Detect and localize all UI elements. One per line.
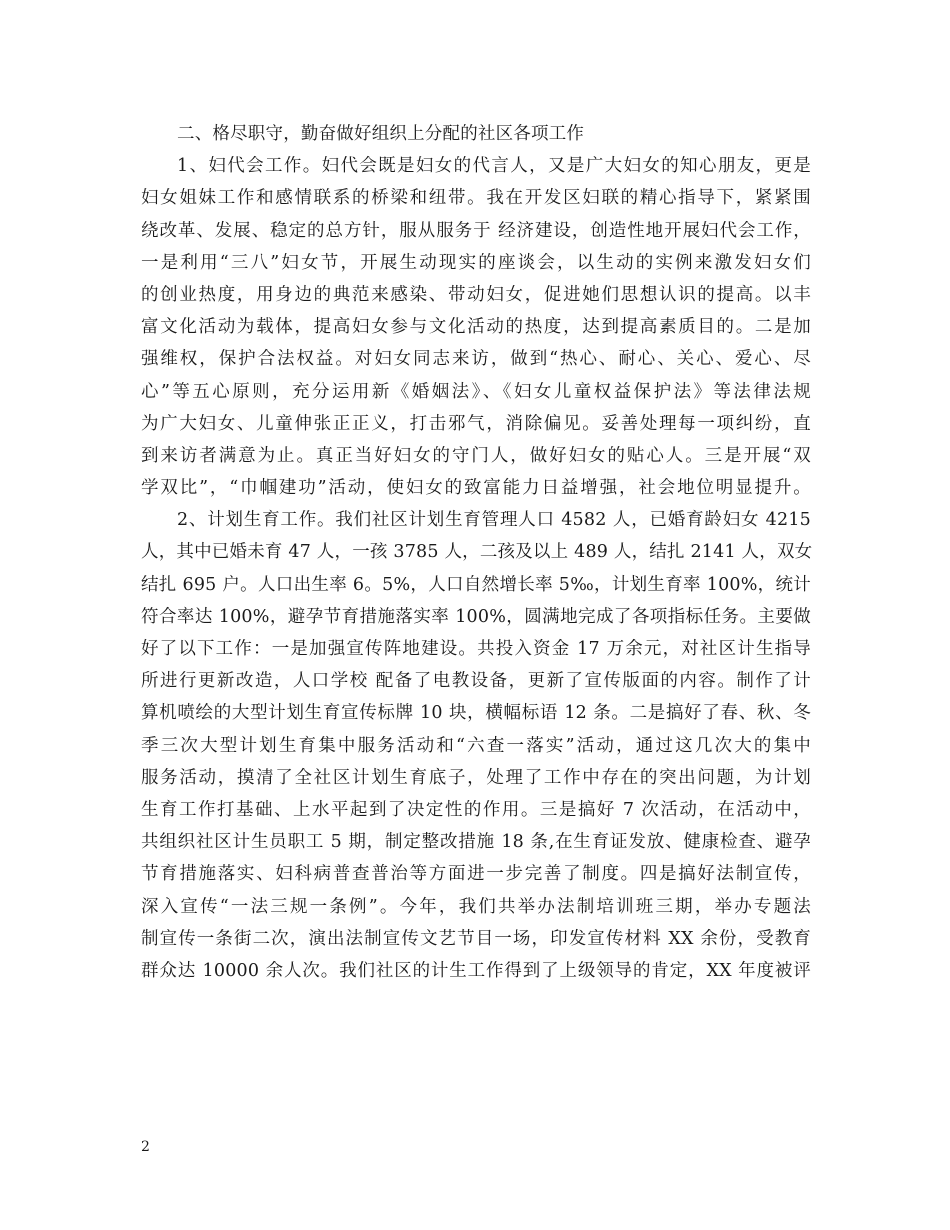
paragraph-line: 所进行更新改造，人口学校 配备了电教设备，更新了宣传版面的内容。制作了计 <box>141 671 811 692</box>
paragraph-line: 为广大妇女、儿童伸张正正义，打击邪气，消除偏见。妥善处理每一项纠纷，直 <box>141 413 811 434</box>
paragraph-line: 深入宣传“一法三规一条例”。今年，我们共举办法制培训班三期，举办专题法 <box>141 896 811 917</box>
page-number: 2 <box>141 1139 150 1155</box>
paragraph-line: 符合率达 100%，避孕节育措施落实率 100%，圆满地完成了各项指标任务。主要做 <box>141 606 811 627</box>
paragraph-line: 到来访者满意为止。真正当好妇女的守门人，做好妇女的贴心人。三是开展“双 <box>141 445 811 466</box>
paragraph-womens-congress <box>141 150 811 504</box>
paragraph-line: 共组织社区计生员职工 5 期，制定整改措施 18 条,在生育证发放、健康检查、避孕 <box>141 832 811 853</box>
paragraph-line: 学双比”，“巾帼建功”活动，使妇女的致富能力日益增强，社会地位明显提升。 <box>141 478 811 499</box>
paragraph-line: 结扎 695 户。人口出生率 6。5%，人口自然增长率 5‰，计划生育率 100%，统计 <box>141 574 811 595</box>
paragraph-line: 一是利用“三八”妇女节，开展生动现实的座谈会，以生动的实例来激发妇女们 <box>141 252 811 273</box>
paragraph-line: 算机喷绘的大型计划生育宣传标牌 10 块，横幅标语 12 条。二是搞好了春、秋、冬 <box>141 703 811 724</box>
paragraph-line: 妇女姐妹工作和感情联系的桥梁和纽带。我在开发区妇联的精心指导下，紧紧围 <box>141 188 811 209</box>
paragraph-line: 好了以下工作：一是加强宣传阵地建设。共投入资金 17 万余元，对社区计生指导 <box>141 639 811 659</box>
paragraph-line: 心”等五心原则，充分运用新《婚姻法》、《妇女儿童权益保护法》等法律法规 <box>141 381 811 402</box>
paragraph-line: 强维权，保护合法权益。对妇女同志来访，做到“热心、耐心、关心、爱心、尽 <box>141 349 811 370</box>
paragraph-line: 人，其中已婚未育 47 人，一孩 3785 人，二孩及以上 489 人，结扎 2141 人，双女 <box>141 542 813 563</box>
paragraph-line: 群众达 10000 余人次。我们社区的计生工作得到了上级领导的肯定，XX 年度被评 <box>141 960 811 981</box>
paragraph-line: 服务活动，摸清了全社区计划生育底子，处理了工作中存在的突出问题，为计划 <box>141 767 811 788</box>
paragraph-line: 2、计划生育工作。我们社区计划生育管理人口 4582 人，已婚育龄妇女 4215 <box>177 510 811 531</box>
paragraph-line: 节育措施落实、妇科病普查普治等方面进一步完善了制度。四是搞好法制宣传， <box>141 864 811 885</box>
paragraph-family-planning <box>141 504 811 987</box>
paragraph-line: 制宣传一条街二次，演出法制宣传文艺节目一场，印发宣传材料 XX 余份，受教育 <box>141 928 811 949</box>
paragraph-line: 富文化活动为载体，提高妇女参与文化活动的热度，达到提高素质目的。二是加 <box>141 317 811 338</box>
paragraph-line: 的创业热度，用身边的典范来感染、带动妇女，促进她们思想认识的提高。以丰 <box>141 284 811 305</box>
paragraph-line: 生育工作打基础、上水平起到了决定性的作用。三是搞好 7 次活动，在活动中， <box>141 799 811 820</box>
paragraph-line: 1、妇代会工作。妇代会既是妇女的代言人，又是广大妇女的知心朋友，更是 <box>177 156 811 177</box>
document-body <box>141 118 811 987</box>
section-heading: 二、格尽职守，勤奋做好组织上分配的社区各项工作 <box>177 124 585 144</box>
paragraph-line: 季三次大型计划生育集中服务活动和“六查一落实”活动，通过这几次大的集中 <box>141 735 811 756</box>
paragraph-line: 绕改革、发展、稳定的总方针，服从服务于 经济建设，创造性地开展妇代会工作， <box>141 220 811 241</box>
